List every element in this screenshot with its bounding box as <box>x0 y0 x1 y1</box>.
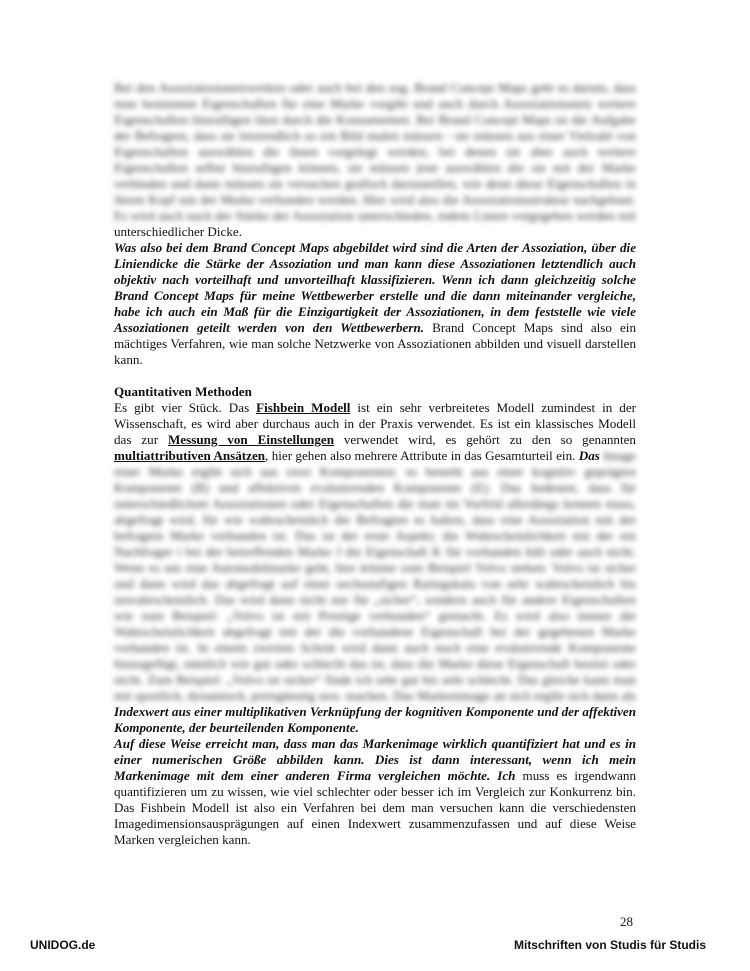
document-body <box>114 80 636 848</box>
footer-brand: UNIDOG.de <box>30 938 96 952</box>
blurred-text-1: Bei den Assoziationsnetzwerken oder auch bei den sog. Brand Concept Maps geht es darum, dass man bestimmte Eigenschaften für eine Marke vorgibt und auch durch Assoziationsnetz weitere Eigenschaften hinzufügen lässt durch die Konsumenten. Bei Brand Concept Maps ist die Aufgabe der Befragten, dass sie letztendlich so ein Bild malen müssen - sie müssen aus einer Vielzahl von Eigenschaften auswählen die ihnen vorgelegt werden, bei denen sie aber auch weitere Eigenschaften selbst hinzufügen können, sie müssen jene auswählen die sie mit der Marke verbinden und dann müssen sie versuchen grafisch darzustellen, wie denn diese Eigenschaften in ihrem Kopf mit der Marke verbunden werden. Hier wird also die Assoziationsstruktur nachgebaut. Es wird auch nach der Stärke der Assoziation unterschieden, indem Linien vorgegeben werden mit <box>114 80 636 223</box>
blurred-text-2: Image einer Marke ergibt sich aus zwei Komponenten: es besteht aus einer kognitiv geprägten Komponente (B) und affektiven evaluierenden Komponente (E). Das bedeutet, dass für unterschiedlichste Assoziationen oder Eigenschaften die man im Vorfeld allerdings kennen muss, abgefragt wird, für wie wahrscheinlich die Befragten es halten, dass eine Assoziation mit der befragten Marke verbunden ist. Das ist der erste Aspekt; die Wahrscheinlichkeit mit der ein Nachfrager i bei der betreffenden Marke J die Eigenschaft K für vorhanden hält oder auch nicht. Wenn es um eine Automobilmarke geht, hier könnte zum Beispiel Volvo stehen: Volvo ist sicher und dann wird das abgefragt auf einer sechsstufigen Ratingskala von sehr wahrscheinlich bis unwahrscheinlich. Das wird dann nicht nur für „sicher“, sondern auch für andere Eigenschaften wie zum Beispiel: „Volvo ist mit Prestige verbunden“ gemacht. Es wird also immer die Wahrscheinlichkeit abgefragt mit der die vorhandene Eigenschaft bei der gegebenen Marke vorhanden ist. In einem zweiten Schritt wird dann auch noch eine evaluierende Komponente hinzugefügt, nämlich wie gut oder schlecht das ist, dass die Marke diese Eigenschaft besitzt oder nicht. Zum Beispiel: „Volvo ist sicher“ finde ich sehr gut bis sehr schlecht. Das gleiche kann man mit sportlich, dynamisch, preisgünstig usw. machen. Das Markenimage an sich ergibt sich dann als <box>114 448 636 703</box>
p3-text-d: , hier gehen also mehrere Attribute in das Gesamturteil ein. <box>265 448 579 463</box>
paragraph-2-emphasis: Was also bei dem Brand Concept Maps abgebildet wird sind die Arten der Assoziation, über die Liniendicke die Stärke der Assoziation und man kann diese Assoziationen letztendlich auch objektiv nach vorteilhaft und unvorteilhaft klassifizieren. Wenn ich dann gleichzeitig solche Brand Concept Maps für meine Wettbewerber erstelle und die dann miteinander vergleiche, habe ich auch ein Maß für die Einzigartigkeit der Assoziationen, in dem feststelle wie viele Assoziationen geteilt werden von den Wettbewerbern. <box>114 240 636 335</box>
fishbein-term: Fishbein Modell <box>256 400 351 415</box>
paragraph-4-emphasis: Indexwert aus einer multiplikativen Verknüpfung der kognitiven Komponente und der affektiven Komponente, der beurteilenden Komponente. <box>114 704 636 735</box>
section-heading: Quantitativen Methoden <box>114 384 252 399</box>
messung-term: Messung von Einstellungen <box>167 432 334 447</box>
paragraph-2-regular: Brand Concept Maps sind also ein mächtiges Verfahren, wie man solche Netzwerke von Assoziationen abbilden und visuell darstellen kann. <box>114 320 636 367</box>
multiattributiv-term: multiattributiven Ansätzen <box>114 448 266 463</box>
footer-slogan: Mitschriften von Studis für Studis <box>513 938 706 952</box>
paragraph-1-tail: unterschiedlicher Dicke. <box>114 224 242 239</box>
paragraph-conclusion <box>114 736 636 848</box>
p3-text-c: verwendet wird, es gehört zu den so genannten <box>333 432 636 447</box>
paragraph-fishbein <box>114 400 636 736</box>
p3-text-e: Das <box>578 448 600 463</box>
paragraph-summary <box>114 240 636 368</box>
p3-text-a: Es gibt vier Stück. Das <box>114 400 257 415</box>
paragraph-brand-concept-maps <box>114 80 636 240</box>
paragraph-5-emphasis: Auf diese Weise erreicht man, dass man das Markenimage wirklich quantifiziert hat und es in einer numerischen Größe abbilden kann. Dies ist dann interessant, wenn ich mein Markenimage mit dem einer anderen Firma vergleichen möchte. Ich <box>114 736 636 783</box>
p3-text-b: ist ein sehr verbreitetes Modell zumindest in der Wissenschaft, es wird aber durchaus auch in der Praxis verwendet. Es ist ein klassisches Modell das zur <box>114 400 636 447</box>
paragraph-5-regular: muss es irgendwann quantifizieren um zu wissen, wie viel schlechter oder besser ich im Vergleich zur Konkurrenz bin. Das Fishbein Modell ist also ein Verfahren bei dem man versuchen kann die verschiedensten Imagedimensionsausprägungen auf einen Indexwert zusammenzufassen und auf diese Weise Marken vergleichen kann. <box>114 768 636 847</box>
page-number: 28 <box>620 914 633 929</box>
